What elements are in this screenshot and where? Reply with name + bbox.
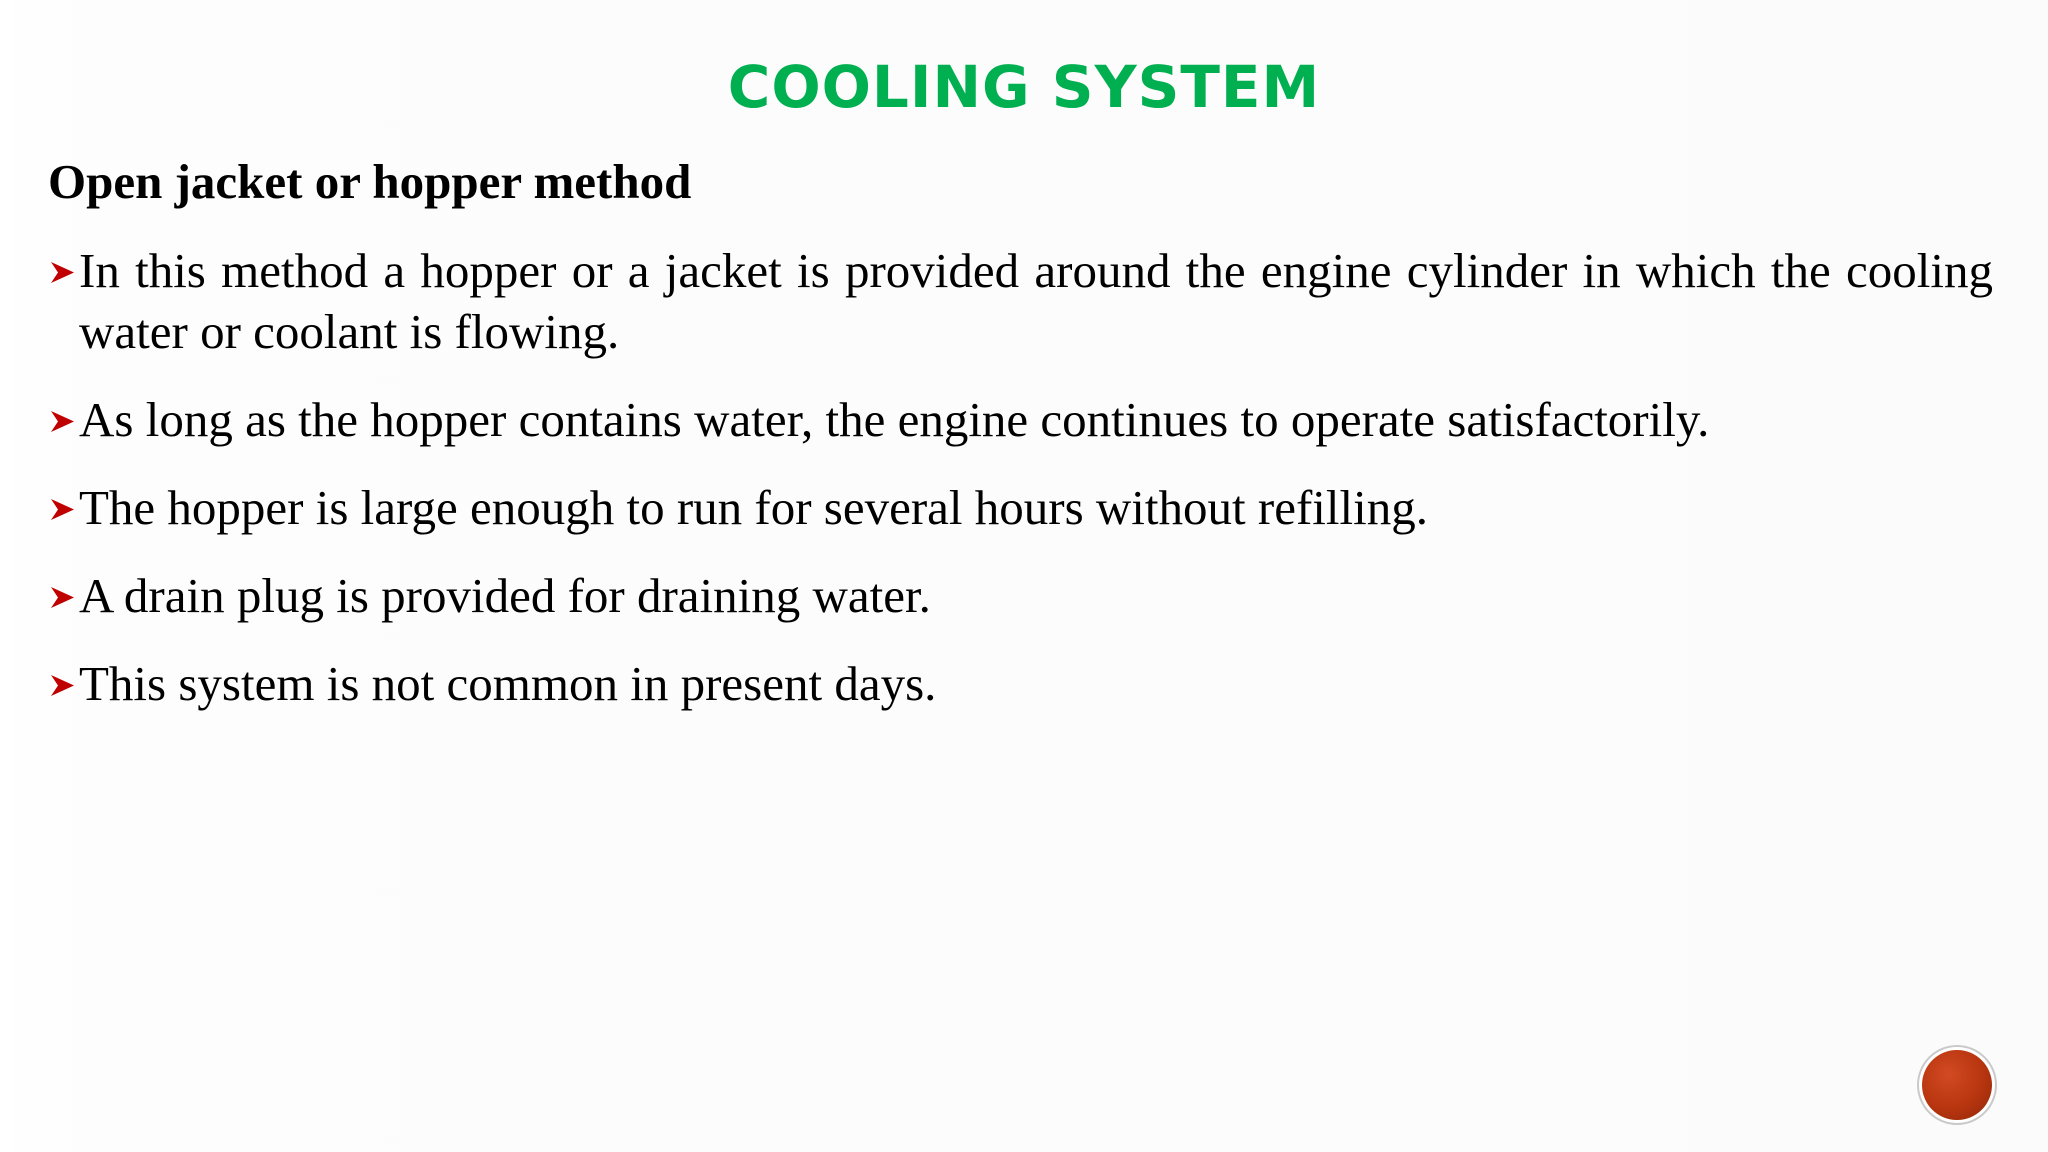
bullet-text: The hopper is large enough to run for several hours without refilling. (79, 480, 1428, 535)
arrow-right-icon (49, 672, 76, 699)
section-heading: Open jacket or hopper method (48, 154, 692, 209)
bullet-text: A drain plug is provided for draining water. (79, 568, 931, 623)
bullet-text: As long as the hopper contains water, the engine continues to operate satisfactorily. (79, 392, 1710, 447)
slide-title: COOLING SYSTEM (727, 53, 1321, 121)
bullet-item (48, 653, 1993, 714)
bullet-item (48, 565, 1993, 626)
circle-button-icon (1922, 1050, 1992, 1120)
bullet-list (48, 240, 1993, 741)
bullet-item (48, 477, 1993, 538)
bullet-text: In this method a hopper or a jacket is provided around the engine cylinder in which the cooling water or coolant is flowing. (79, 243, 1993, 359)
arrow-right-icon (49, 496, 76, 523)
arrow-right-icon (49, 584, 76, 611)
bullet-text: This system is not common in present days. (79, 656, 937, 711)
bullet-item (48, 240, 1993, 362)
bullet-item (48, 389, 1993, 450)
arrow-right-icon (49, 408, 76, 435)
slide-nav-button[interactable] (1919, 1047, 1995, 1123)
arrow-right-icon (49, 259, 76, 286)
